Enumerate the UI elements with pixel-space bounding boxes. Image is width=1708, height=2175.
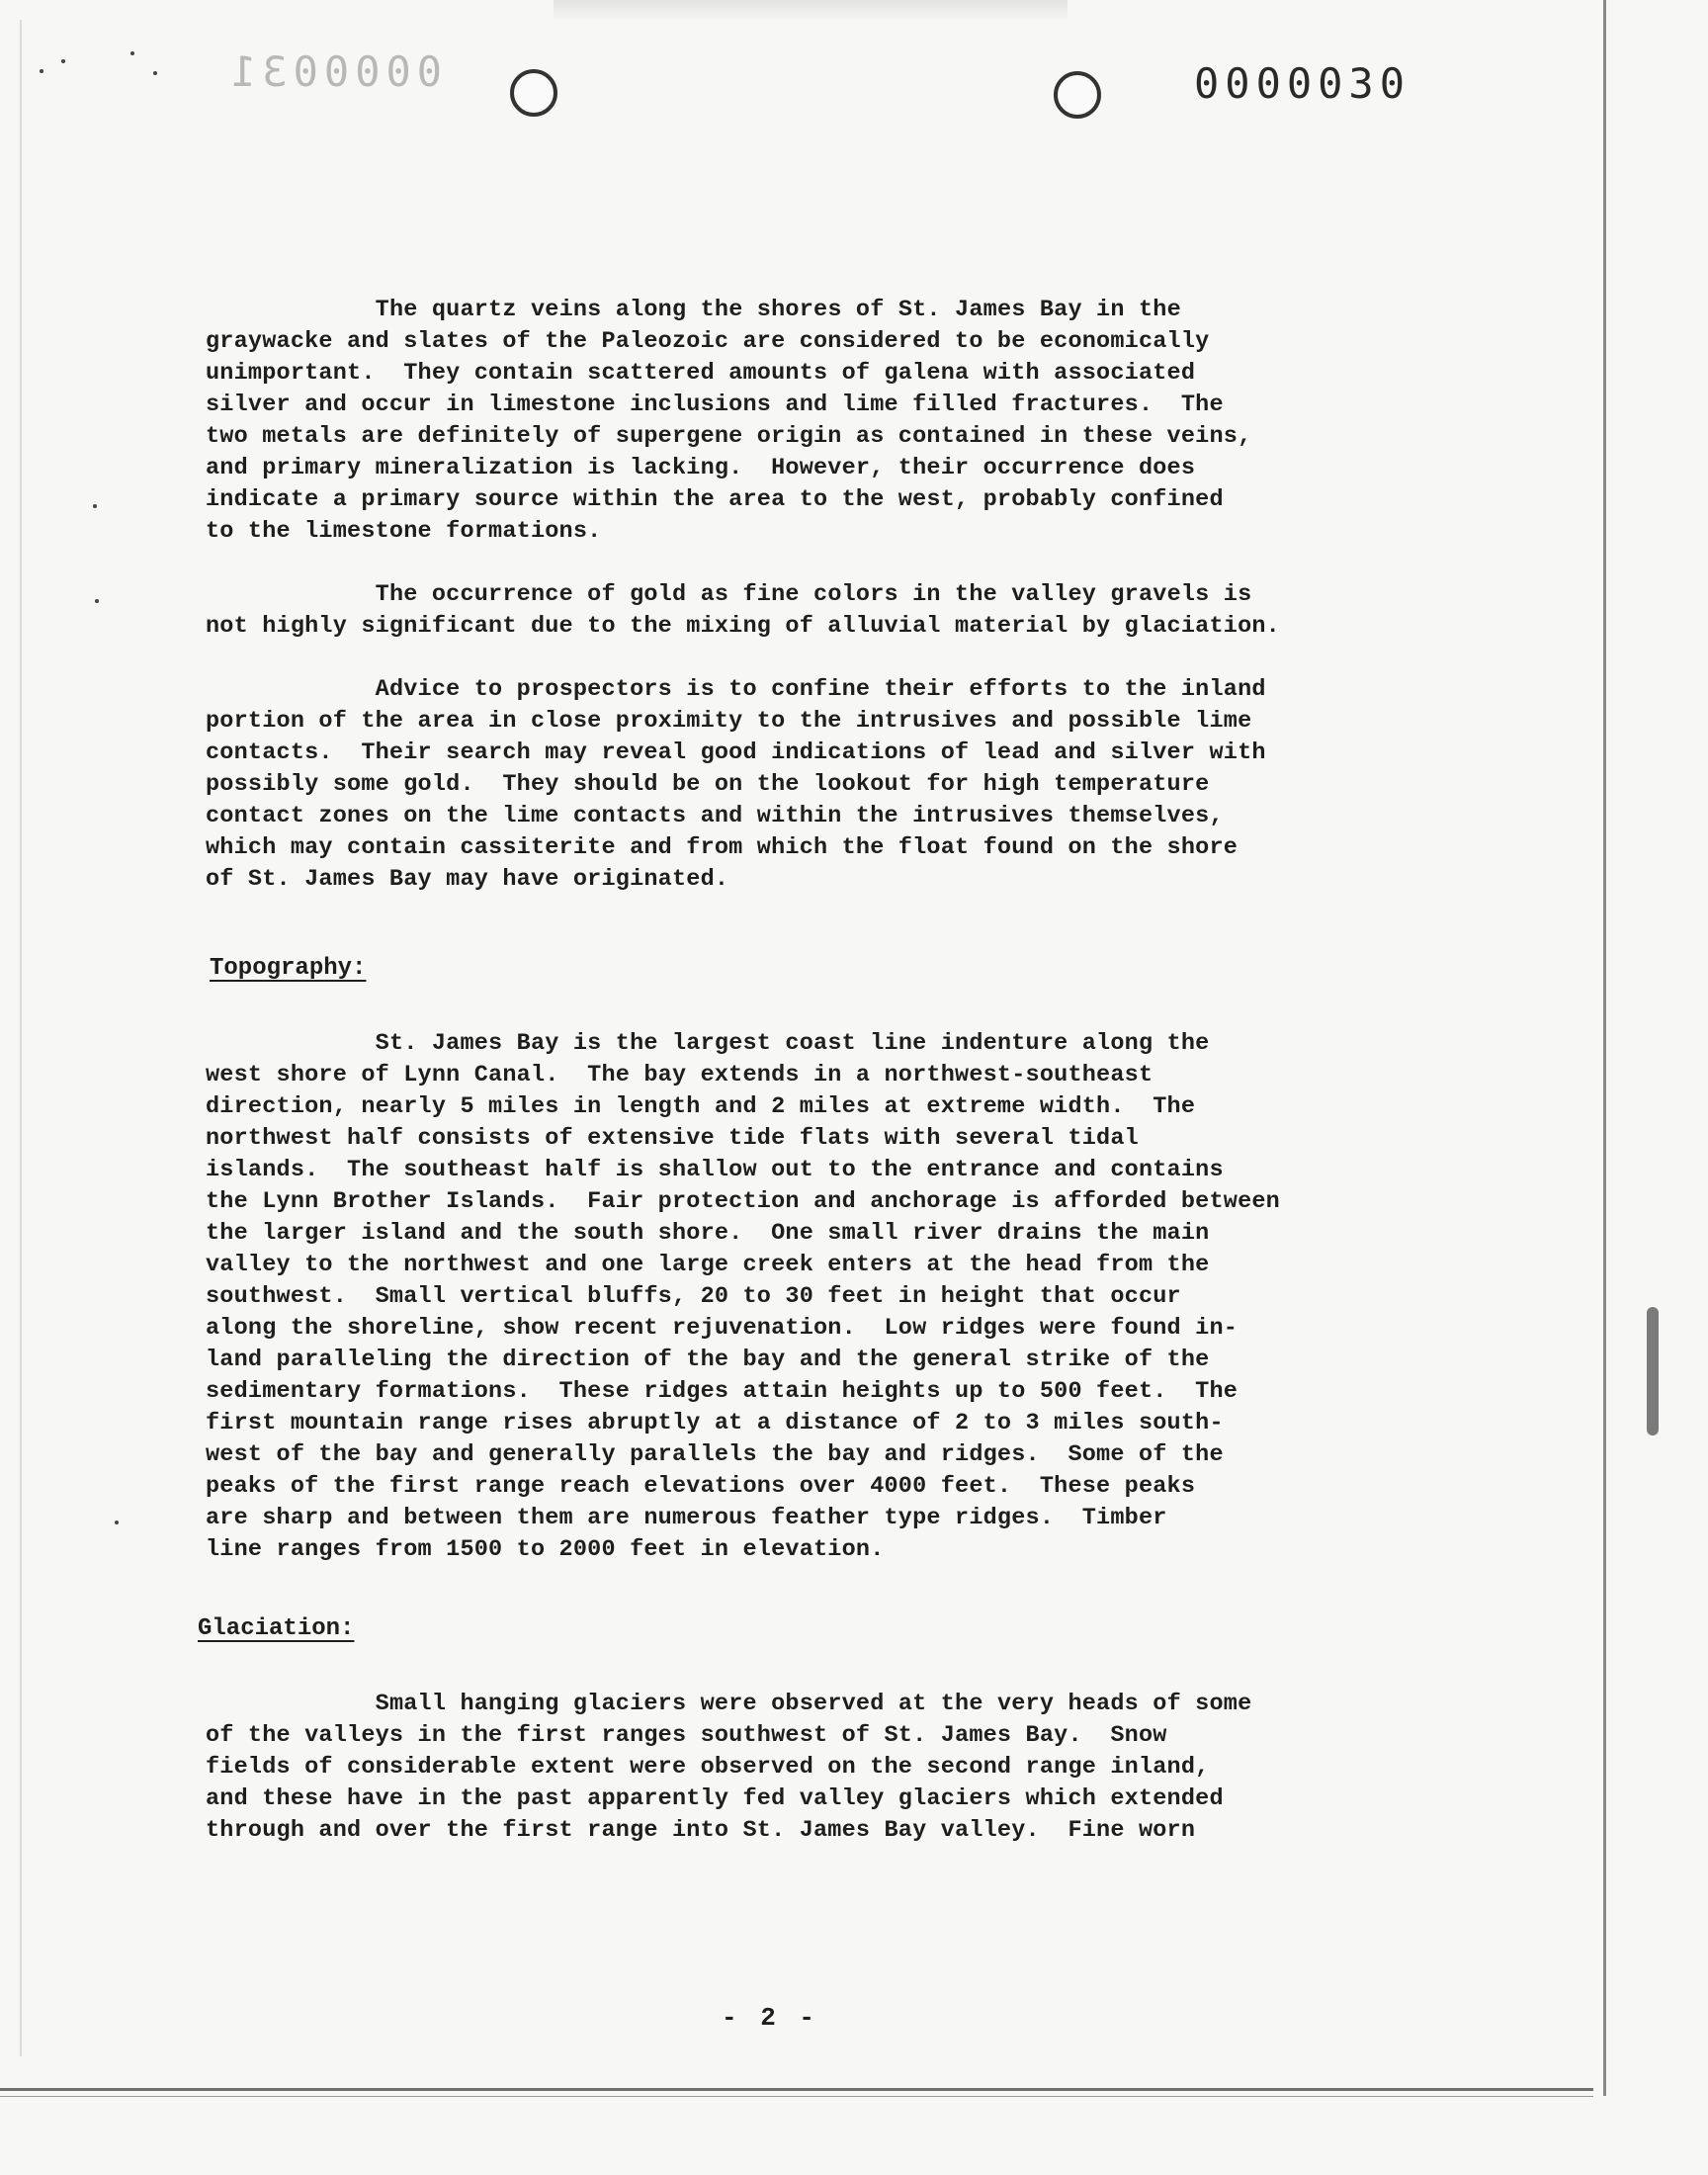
section-heading-topography: Topography: [210, 955, 367, 982]
page-number: - 2 - [722, 2003, 819, 2033]
page-bottom-edge-shadow [0, 2096, 1593, 2097]
paragraph-quartz-veins: The quartz veins along the shores of St. James Bay in the graywacke and slates of the Paleozoic are considered to be economically unimportant. They contain scattered amounts of galena with associated silver and occur in limestone inclusions and lime filled fractures. The two metals are definitely of supergene origin as contained in these veins, and primary mineralization is lacking. However, their occurrence does indicate a primary source within the area to the west, probably confined to the limestone formations. [206, 297, 1252, 545]
body-text [206, 295, 1491, 896]
section-heading-glaciation: Glaciation: [198, 1615, 355, 1642]
paragraph-advice-prospectors: Advice to prospectors is to confine their efforts to the inland portion of the area in close proximity to the intrusives and possible lime contacts. Their search may reveal good indications of lead and silver with possibly some gold. They should be on the lookout for high temperature contact zones on the lime contacts and within the intrusives themselves, which may contain cassiterite and from which the float found on the shore of St. James Bay may have originated. [206, 676, 1266, 893]
topography-section [206, 1028, 1491, 1566]
scan-speck [40, 69, 43, 73]
scan-speck [130, 51, 134, 55]
paragraph-topography: St. James Bay is the largest coast line indenture along the west shore of Lynn Canal. The bay extends in a northwest-southeast direction, nearly 5 miles in length and 2 miles at extreme width. The northwest half consists of extensive tide flats with several tidal islands. The southeast half is shallow out to the entrance and contains the Lynn Brother Islands. Fair protection and anchorage is afforded between the larger island and the south shore. One small river drains the main valley to the northwest and one large creek enters at the head from the southwest. Small vertical bluffs, 20 to 30 feet in height that occur along the shoreline, show recent rejuvenation. Low ridges were found in- land paralleling the direction of the bay and the general strike of the sedimentary formations. These ridges attain heights up to 500 feet. The first mountain range rises abruptly at a distance of 2 to 3 miles south- west of the bay and generally parallels the bay and ridges. Some of the peaks of the first range reach elevations over 4000 feet. These peaks are sharp and between them are numerous feather type ridges. Timber line ranges from 1500 to 2000 feet in elevation. [206, 1030, 1280, 1563]
page-right-edge [1603, 0, 1606, 2096]
scan-smudge [554, 0, 1068, 22]
scan-speck [93, 504, 97, 508]
binder-clip-mark [1647, 1307, 1659, 1436]
document-number-stamp: 0000030 [1194, 59, 1411, 108]
scan-speck [95, 599, 99, 603]
scan-speck [115, 1521, 119, 1524]
punch-hole-right [1054, 71, 1101, 119]
bleed-through-stamp: 0000031 [225, 47, 443, 96]
paragraph-gold-occurrence: The occurrence of gold as fine colors in the valley gravels is not highly significant due to the mixing of alluvial material by glaciation. [206, 581, 1280, 640]
page-bottom-edge [0, 2088, 1593, 2091]
glaciation-section [206, 1689, 1491, 1847]
scan-speck [153, 71, 157, 75]
page-left-edge [20, 20, 22, 2056]
paragraph-glaciation: Small hanging glaciers were observed at the very heads of some of the valleys in the first ranges southwest of St. James Bay. Snow fields of considerable extent were observed on the second range inland, and these have in the past apparently fed valley glaciers which extended through and over the first range into St. James Bay valley. Fine worn [206, 1691, 1252, 1844]
punch-hole-left [510, 69, 557, 117]
scan-speck [61, 59, 65, 63]
